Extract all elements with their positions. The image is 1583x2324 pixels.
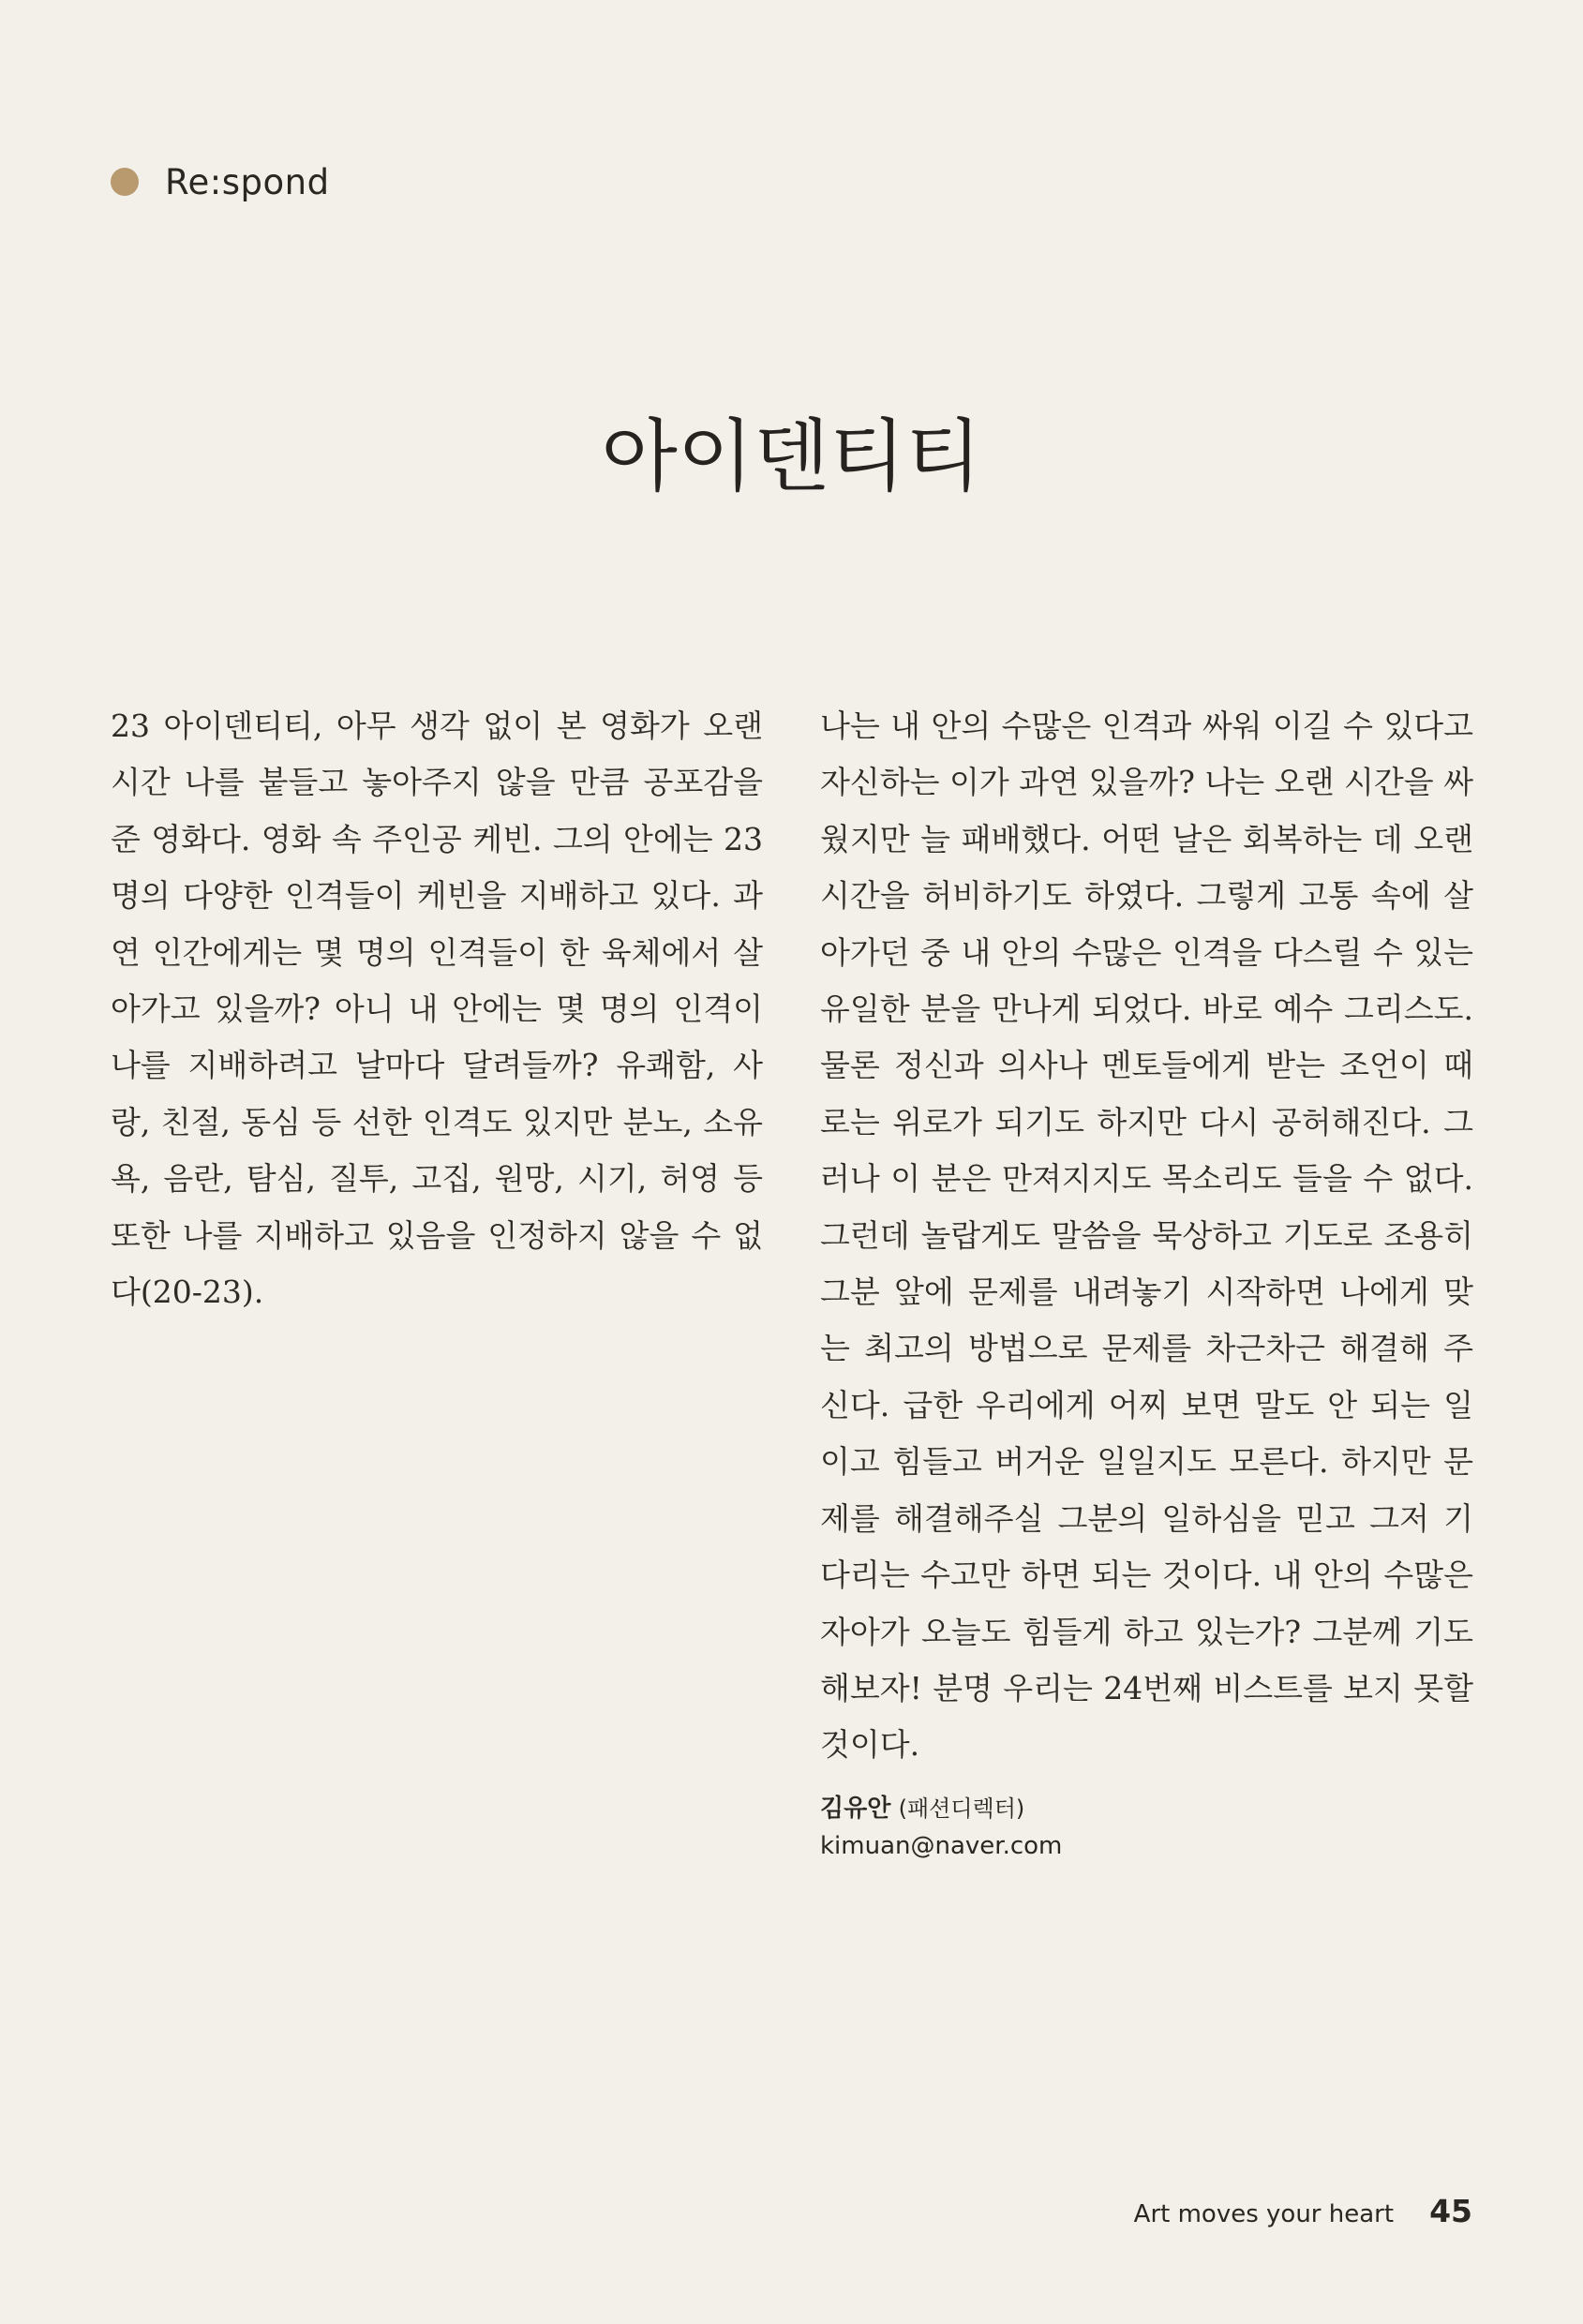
section-label: Re:spond <box>165 161 330 202</box>
article-left-column: 23 아이덴티티, 아무 생각 없이 본 영화가 오랜 시간 나를 붙들고 놓아주지 않을 만큼 공포감을 준 영화다. 영화 속 주인공 케빈. 그의 안에는 23명의 다양한 인격들이 케빈을 지배하고 있다. 과연 인간에게는 몇 명의 인격들이 한 육체에서 살아가고 있을까? 아니 내 안에는 몇 명의 인격이 나를 지배하려고 날마다 달려들까? 유쾌함, 사랑, 친절, 동심 등 선한 인격도 있지만 분노, 소유욕, 음란, 탐심, 질투, 고집, 원망, 시기, 허영 등 또한 나를 지배하고 있음을 인정하지 않을 수 없다(20-23). <box>111 708 763 1311</box>
article-right-column: 나는 내 안의 수많은 인격과 싸워 이길 수 있다고 자신하는 이가 과연 있을까? 나는 오랜 시간을 싸웠지만 늘 패배했다. 어떤 날은 회복하는 데 오랜 시간을 허비하기도 하였다. 그렇게 고통 속에 살아가던 중 내 안의 수많은 인격을 다스릴 수 있는 유일한 분을 만나게 되었다. 바로 예수 그리스도. 물론 정신과 의사나 멘토들에게 받는 조언이 때로는 위로가 되기도 하지만 다시 공허해진다. 그러나 이 분은 만져지지도 목소리도 들을 수 없다. 그런데 놀랍게도 말씀을 묵상하고 기도로 조용히 그분 앞에 문제를 내려놓기 시작하면 나에게 맞는 최고의 방법으로 문제를 차근차근 해결해 주신다. 급한 우리에게 어찌 보면 말도 안 되는 일이고 힘들고 버거운 일일지도 모른다. 하지만 문제를 해결해주실 그분의 일하심을 믿고 그저 기다리는 수고만 하면 되는 것이다. 내 안의 수많은 자아가 오늘도 힘들게 하고 있는가? 그분께 기도해보자! 분명 우리는 24번째 비스트를 보지 못할 것이다. <box>820 708 1473 1764</box>
page-number: 45 <box>1429 2193 1472 2229</box>
article-title: 아이덴티티 <box>601 410 982 502</box>
author-info <box>820 1790 1062 1865</box>
author-role: (패션디렉터) <box>898 1795 1025 1822</box>
page-footer <box>1134 2193 1472 2229</box>
section-tag <box>111 159 330 204</box>
footer-slogan: Art moves your heart <box>1133 2200 1395 2228</box>
author-line <box>820 1790 1062 1827</box>
section-dot-icon <box>111 168 139 196</box>
author-email: kimuan@naver.com <box>820 1832 1063 1860</box>
author-name: 김유안 <box>820 1795 891 1823</box>
